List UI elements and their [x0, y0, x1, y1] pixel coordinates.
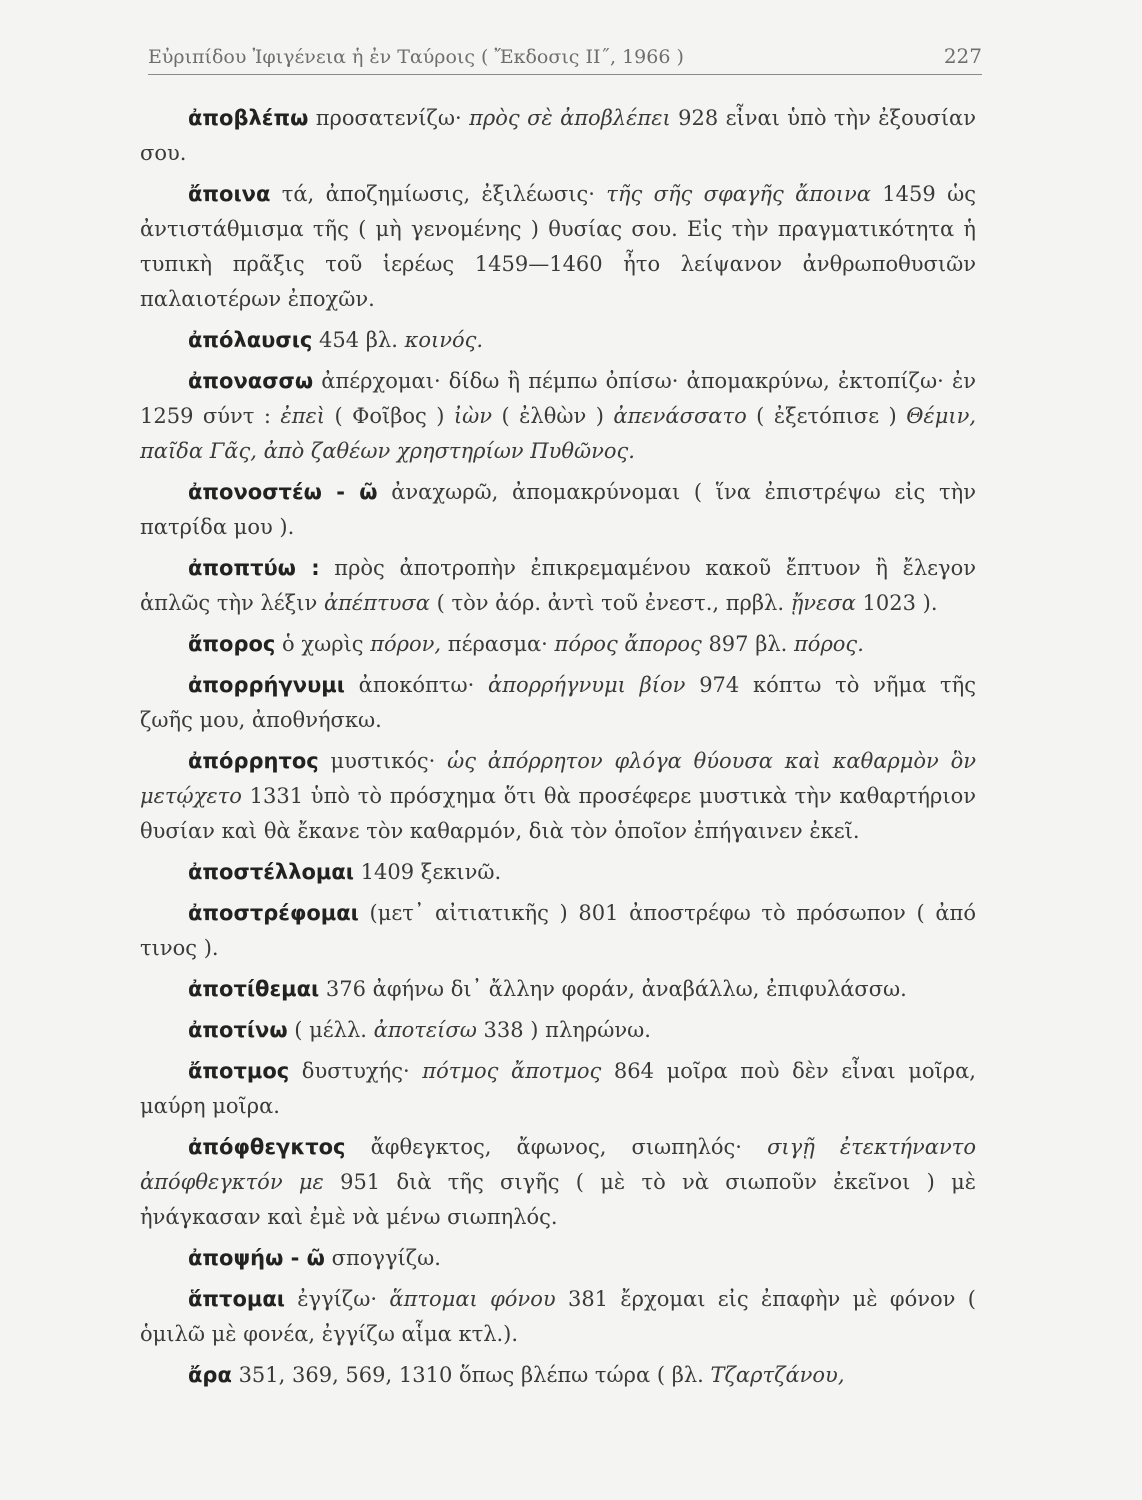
entry-quotation: τῆς σῆς σφαγῆς ἄποινα	[606, 182, 871, 206]
entry-headword: ἀπόρρητος	[188, 749, 319, 773]
entry-headword: ἀποπτύω :	[188, 556, 320, 580]
glossary-entry	[140, 551, 976, 621]
entry-quotation: ᾔνεσα	[790, 591, 856, 615]
entry-quotation: ἅπτομαι φόνου	[389, 1287, 556, 1311]
entry-quotation: ὡς ἀπόρρητον φλόγα θύουσα καὶ καθαρμὸν ὃν μετῴχετο	[140, 749, 976, 808]
running-head	[148, 44, 982, 75]
entry-gloss: ( μέλλ.	[287, 1018, 374, 1042]
entry-gloss: ( Φοῖβος )	[325, 404, 454, 428]
glossary-entry	[140, 1358, 976, 1393]
entry-gloss: πρὸς ἀποτροπὴν ἐπικρεμαμένου κακοῦ ἔπτυον ἢ ἔλεγον ἁπλῶς τὴν λέξιν	[140, 556, 976, 615]
entry-quotation: κοινός.	[404, 328, 484, 352]
glossary-entry	[140, 364, 976, 469]
entry-gloss: 454 βλ.	[312, 328, 405, 352]
entry-quotation: ἀποτείσω	[373, 1018, 477, 1042]
glossary-entry	[140, 177, 976, 317]
glossary-entry	[140, 855, 976, 890]
entry-gloss: 951 διὰ τῆς σιγῆς ( μὲ τὸ νὰ σιωποῦν ἐκεῖνοι ) μὲ ἠνάγκασαν καὶ ἐμὲ νὰ μένω σιωπηλός.	[140, 1170, 976, 1229]
entry-headword: ἀποστέλλομαι	[188, 860, 354, 884]
entry-gloss: 338 ) πληρώνω.	[476, 1018, 651, 1042]
entry-gloss: 1409 ξεκινῶ.	[353, 860, 502, 884]
entry-gloss: (μετ᾽ αἰτιατικῆς ) 801 ἀποστρέφω τὸ πρόσωπον ( ἀπό τινος ).	[140, 901, 976, 960]
entry-headword: ἄποτμος	[188, 1059, 290, 1083]
glossary-entry	[140, 972, 976, 1007]
entry-gloss: ( ἐλθὼν )	[492, 404, 614, 428]
entry-headword: ἀπονοστέω - ῶ	[188, 480, 378, 504]
entry-quotation: ἀπέπτυσα	[323, 591, 430, 615]
entry-quotation: σιγῇ ἐτεκτήναντο ἀπόφθεγκτόν με	[140, 1135, 976, 1194]
glossary-entry	[140, 627, 976, 662]
entry-gloss: ἐγγίζω·	[284, 1287, 390, 1311]
entry-gloss: ἀναχωρῶ, ἀπομακρύνομαι ( ἵνα ἐπιστρέψω εἰς τὴν πατρίδα μου ).	[140, 480, 976, 539]
entry-gloss: ἄφθεγκτος, ἄφωνος, σιωπηλός·	[345, 1135, 768, 1159]
entry-gloss: 864 μοῖρα ποὺ δὲν εἶναι μοῖρα, μαύρη μοῖρα.	[140, 1059, 976, 1118]
entry-gloss: δυστυχής·	[289, 1059, 423, 1083]
entry-headword: ἅπτομαι	[188, 1287, 285, 1311]
entry-quotation: Θέμιν, παῖδα Γᾶς, ἀπὸ ζαθέων χρηστηρίων Πυθῶνος.	[140, 404, 977, 463]
glossary-entry	[140, 475, 976, 545]
entry-headword: ἀπόφθεγκτος	[188, 1135, 346, 1159]
glossary-entry	[140, 1054, 976, 1124]
glossary-entry	[140, 323, 976, 358]
entry-gloss: 1331 ὑπὸ τὸ πρόσχημα ὅτι θὰ προσέφερε μυστικὰ τὴν καθαρτήριον θυσίαν καὶ θὰ ἔκανε τὸν καθαρμόν, διὰ τὸν ὁποῖον ἐπήγαινεν ἐκεῖ.	[140, 784, 976, 843]
entry-gloss: ὁ χωρὶς	[275, 632, 371, 656]
entry-gloss: πέρασμα·	[441, 632, 555, 656]
entry-quotation: ἀπενάσσατο	[613, 404, 747, 428]
entry-quotation: ἐπεὶ	[280, 404, 325, 428]
entry-gloss: 351, 369, 569, 1310 ὅπως βλέπω τώρα ( βλ.	[231, 1363, 711, 1387]
entry-gloss: 928 εἶναι ὑπὸ τὴν ἐξουσίαν σου.	[140, 106, 976, 165]
entry-headword: ἀπορρήγνυμι	[188, 673, 345, 697]
entry-quotation: πόρος ἄπορος	[554, 632, 702, 656]
entry-gloss: ἀποκόπτω·	[344, 673, 489, 697]
running-title: Εὐριπίδου Ἰφιγένεια ἡ ἐν Ταύροις ( Ἔκδοσις ΙΙ˝, 1966 )	[148, 46, 684, 68]
entry-headword: ἀποβλέπω	[188, 106, 309, 130]
entry-headword: ἀπονασσω	[188, 369, 314, 393]
entry-headword: ἄποινα	[188, 182, 271, 206]
entry-quotation: πόρον,	[370, 632, 442, 656]
glossary-entry	[140, 668, 976, 738]
glossary-entry	[140, 744, 976, 849]
glossary-entry	[140, 1130, 976, 1235]
entry-headword: ἄπορος	[188, 632, 276, 656]
entry-gloss: 897 βλ.	[701, 632, 794, 656]
entry-gloss: ἀπέρχομαι· δίδω ἢ πέμπω ὀπίσω· ἀπομακρύνω, ἐκτοπίζω· ἐν 1259 σύντ :	[140, 369, 976, 428]
entry-quotation: Τζαρτζάνου,	[710, 1363, 845, 1387]
page-number: 227	[943, 44, 982, 68]
entry-gloss: 1459 ὡς ἀντιστάθμισμα τῆς ( μὴ γενομένης ) θυσίας σου. Εἰς τὴν πραγματικότητα ἡ τυπικὴ πρᾶξις τοῦ ἱερέως 1459—1460 ἦτο λείψανον ἀνθρωποθυσιῶν παλαιοτέρων ἐποχῶν.	[140, 182, 976, 311]
entry-gloss: σπογγίζω.	[324, 1246, 441, 1270]
glossary-entry	[140, 101, 976, 171]
entry-quotation: πρὸς σὲ ἀποβλέπει	[469, 106, 671, 130]
glossary-entry	[140, 1013, 976, 1048]
entry-quotation: πότμος ἄποτμος	[422, 1059, 602, 1083]
entry-gloss: 974 κόπτω τὸ νῆμα τῆς ζωῆς μου, ἀποθνήσκω.	[140, 673, 976, 732]
entry-gloss: προσατενίζω·	[308, 106, 470, 130]
glossary-entry	[140, 1241, 976, 1276]
entry-gloss: ( ἐξετόπισε )	[746, 404, 907, 428]
entry-quotation: ἰὼν	[453, 404, 493, 428]
glossary-entry	[140, 896, 976, 966]
glossary-entry	[140, 1282, 976, 1352]
entry-gloss: 381 ἔρχομαι εἰς ἐπαφὴν μὲ φόνον ( ὁμιλῶ μὲ φονέα, ἐγγίζω αἷμα κτλ.).	[140, 1287, 976, 1346]
entry-gloss: 1023 ).	[855, 591, 938, 615]
entry-quotation: πόρος.	[794, 632, 864, 656]
entry-headword: ἄρα	[188, 1363, 232, 1387]
entry-gloss: μυστικός·	[318, 749, 448, 773]
entry-gloss: τά, ἀποζημίωσις, ἐξιλέωσις·	[270, 182, 607, 206]
entry-headword: ἀποτίθεμαι	[188, 977, 320, 1001]
entry-quotation: ἀπορρήγνυμι βίον	[488, 673, 686, 697]
entry-headword: ἀπόλαυσις	[188, 328, 313, 352]
entry-gloss: 376 ἀφήνω δι᾽ ἄλλην φοράν, ἀναβάλλω, ἐπιφυλάσσω.	[319, 977, 907, 1001]
entry-headword: ἀποψήω - ῶ	[188, 1246, 325, 1270]
glossary-entries	[140, 101, 976, 1393]
entry-headword: ἀποστρέφομαι	[188, 901, 359, 925]
entry-headword: ἀποτίνω	[188, 1018, 288, 1042]
entry-gloss: ( τὸν ἀόρ. ἀντὶ τοῦ ἐνεστ., πρβλ.	[429, 591, 791, 615]
